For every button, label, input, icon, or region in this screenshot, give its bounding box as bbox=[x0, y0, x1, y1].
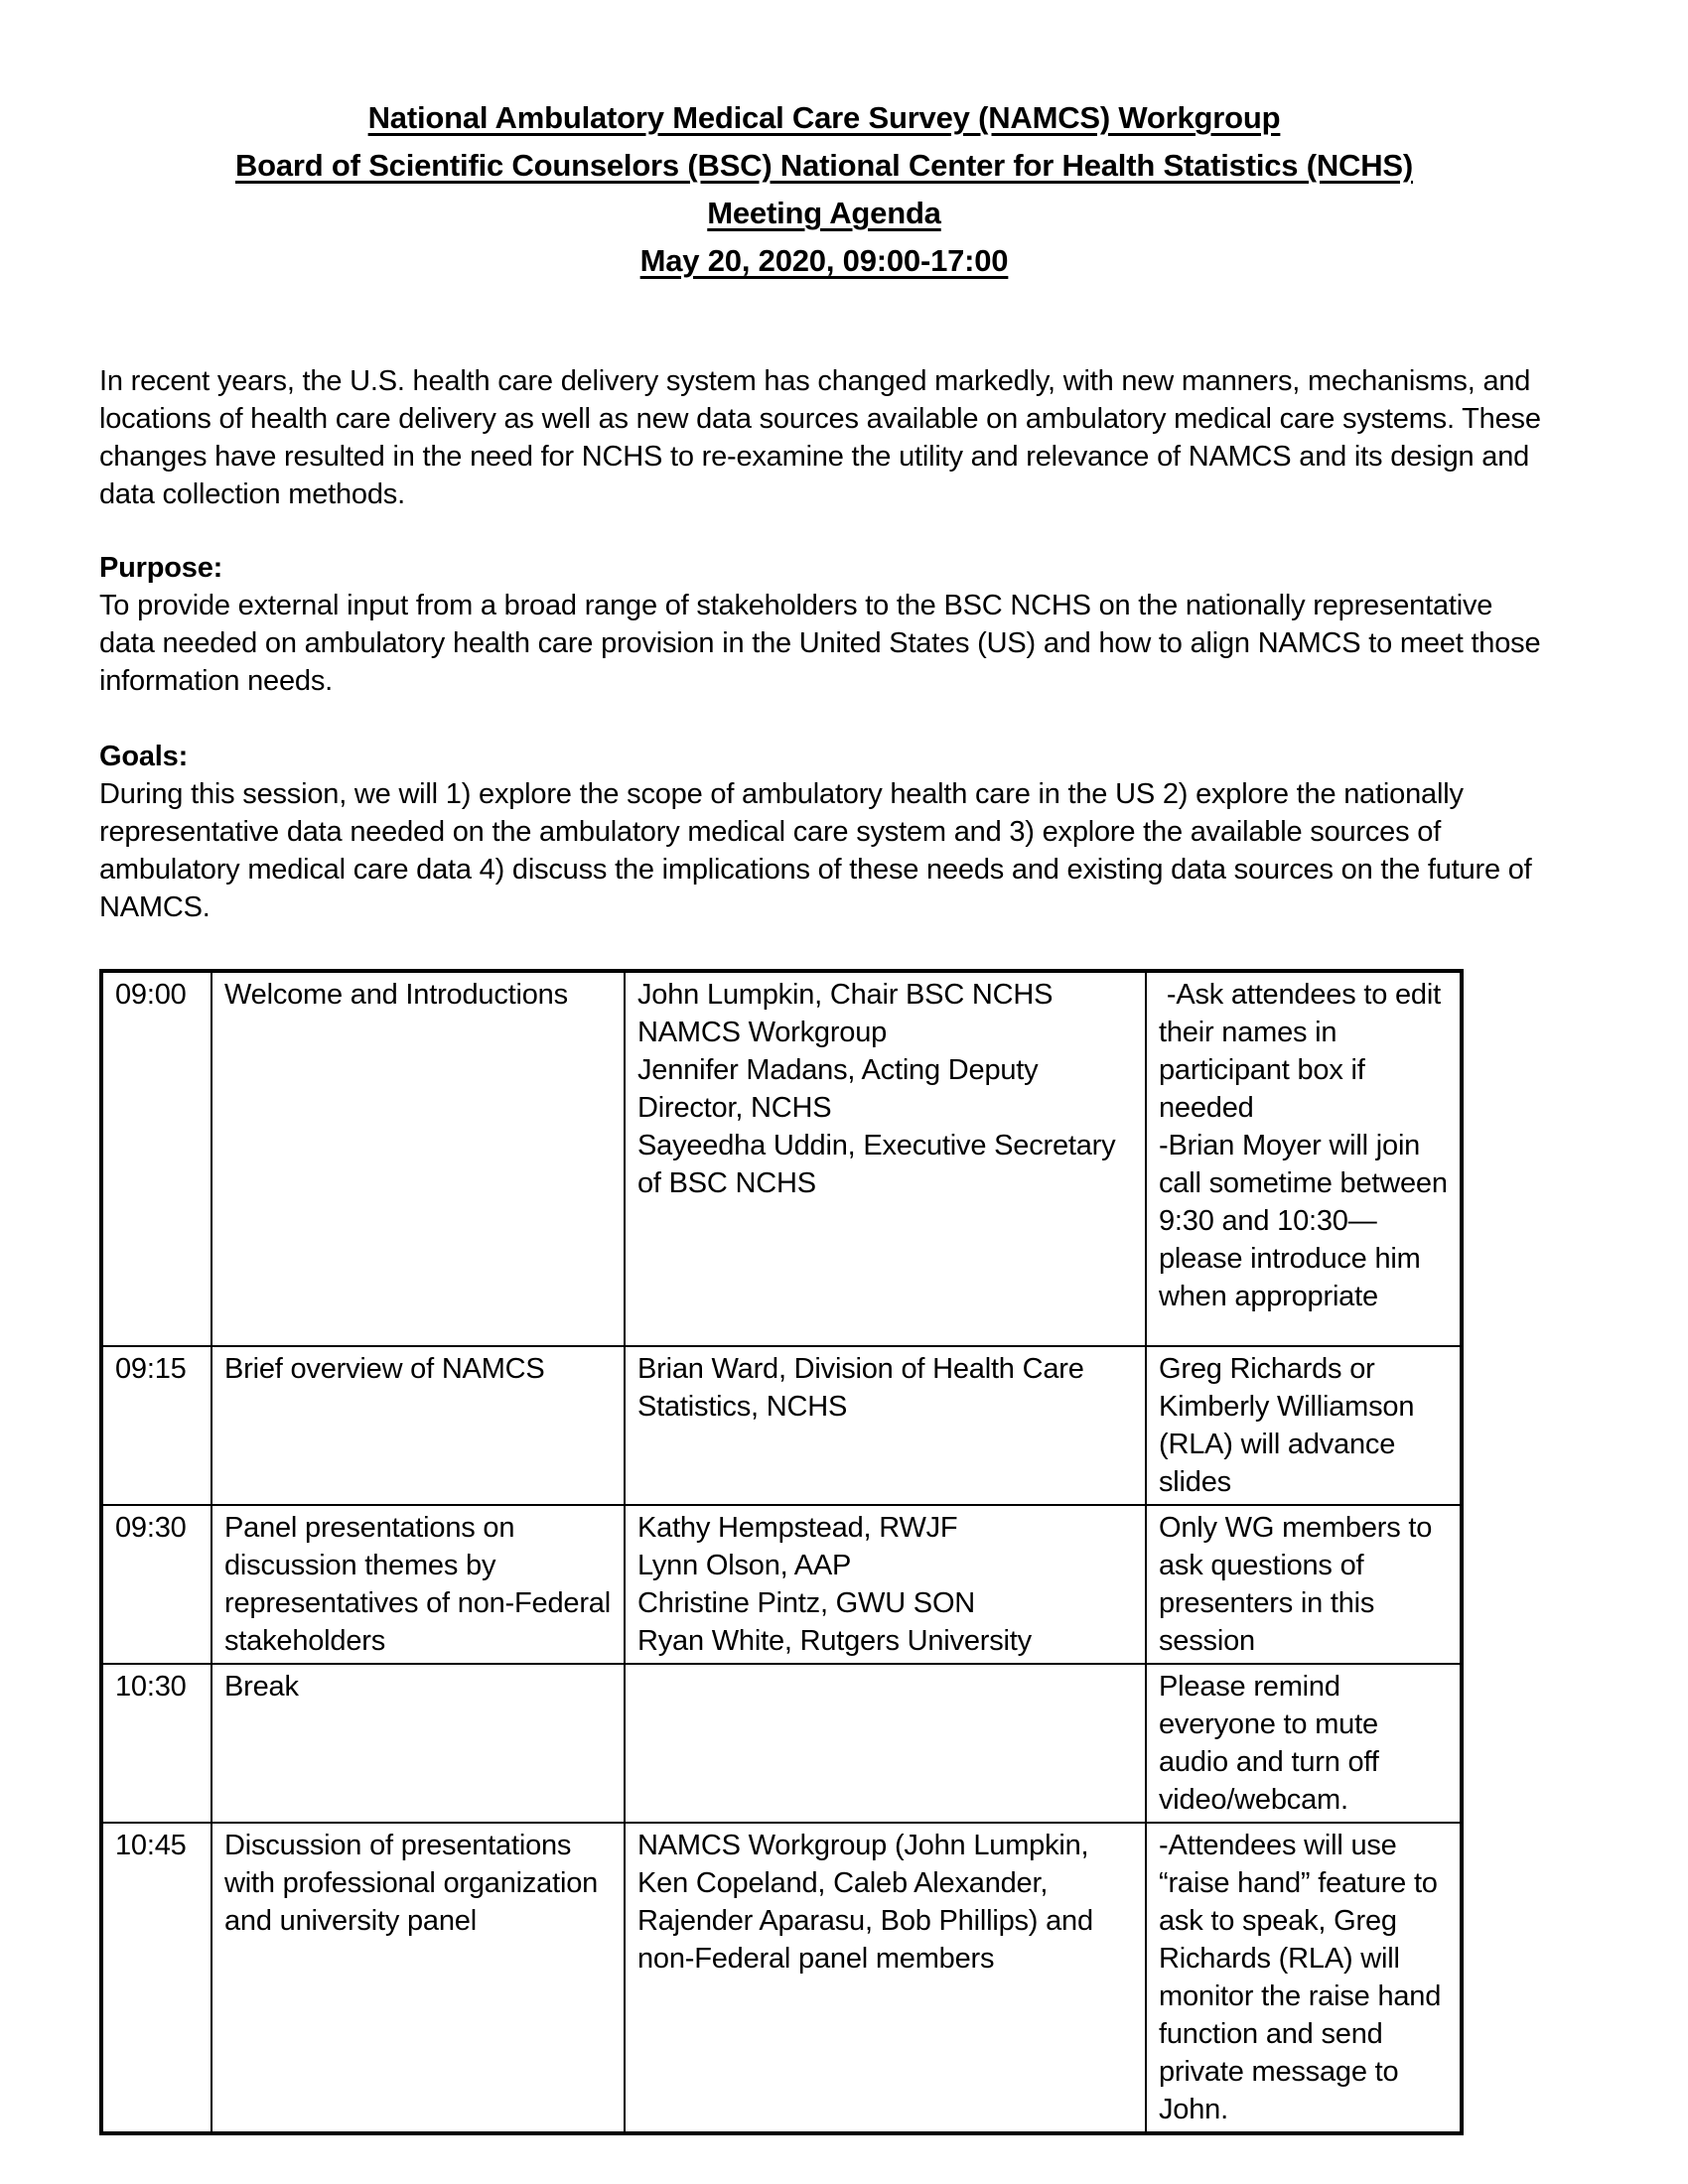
cell-text-line: NAMCS Workgroup (John Lumpkin, Ken Copeland, Caleb Alexander, Rajender Aparasu, Bob Phillips) and non-Federal panel members bbox=[637, 1830, 1101, 1975]
agenda-time: 10:45 bbox=[101, 1823, 211, 2133]
agenda-notes bbox=[1146, 1664, 1462, 1823]
agenda-row-0900 bbox=[101, 971, 1462, 1346]
intro-paragraph: In recent years, the U.S. health care delivery system has changed markedly, with new manners, mechanisms, and locations of health care delivery as well as new data sources available on ambulatory medical care systems. These changes have resulted in the need for NCHS to re-examine the utility and relevance of NAMCS and its design and data collection methods. bbox=[99, 365, 1541, 510]
agenda-row-1030 bbox=[101, 1664, 1462, 1823]
purpose-heading: Purpose: bbox=[99, 552, 223, 584]
goals-body: During this session, we will 1) explore the scope of ambulatory health care in the US 2) explore the nationally representative data needed on the ambulatory medical care system and 3) explore the available sources of ambulatory medical care data 4) discuss the implications of these needs and existing data sources on the future of NAMCS. bbox=[99, 778, 1532, 923]
agenda-notes bbox=[1146, 971, 1462, 1346]
cell-text-line: Ryan White, Rutgers University bbox=[637, 1625, 1032, 1657]
title-line-survey: National Ambulatory Medical Care Survey (NAMCS) Workgroup bbox=[367, 100, 1281, 135]
agenda-time: 09:00 bbox=[101, 971, 211, 1346]
title-line-meeting-agenda: Meeting Agenda bbox=[707, 196, 941, 230]
cell-text-line: -Attendees will use “raise hand” feature to ask to speak, Greg Richards (RLA) will monitor the raise hand function and send private message to John. bbox=[1159, 1830, 1450, 2125]
cell-text-line: Kathy Hempstead, RWJF bbox=[637, 1512, 958, 1544]
cell-text-line: Only WG members to ask questions of presenters in this session bbox=[1159, 1512, 1441, 1657]
cell-text-line: Christine Pintz, GWU SON bbox=[637, 1587, 976, 1619]
cell-text-line: Greg Richards or Kimberly Williamson (RLA) will advance slides bbox=[1159, 1353, 1423, 1498]
cell-text-line: John Lumpkin, Chair BSC NCHS NAMCS Workgroup bbox=[637, 979, 1061, 1048]
agenda-presenters bbox=[625, 1664, 1146, 1823]
cell-text-line: -Brian Moyer will join call sometime between 9:30 and 10:30—please introduce him when appropriate bbox=[1159, 1130, 1456, 1312]
agenda-row-0930 bbox=[101, 1505, 1462, 1664]
agenda-presenters bbox=[625, 1823, 1146, 2133]
agenda-table bbox=[99, 969, 1464, 2135]
document-title-block bbox=[99, 94, 1549, 285]
title-line-date: May 20, 2020, 09:00-17:00 bbox=[639, 243, 1009, 278]
agenda-topic: Discussion of presentations with professional organization and university panel bbox=[211, 1823, 625, 2133]
agenda-time: 09:30 bbox=[101, 1505, 211, 1664]
agenda-notes bbox=[1146, 1823, 1462, 2133]
agenda-time: 09:15 bbox=[101, 1346, 211, 1505]
agenda-topic: Panel presentations on discussion themes by representatives of non-Federal stakeholders bbox=[211, 1505, 625, 1664]
agenda-presenters bbox=[625, 971, 1146, 1346]
cell-text-line: Jennifer Madans, Acting Deputy Director, NCHS bbox=[637, 1054, 1047, 1124]
agenda-topic: Break bbox=[211, 1664, 625, 1823]
cell-text-line: Lynn Olson, AAP bbox=[637, 1550, 852, 1581]
agenda-time: 10:30 bbox=[101, 1664, 211, 1823]
cell-text-line: Brian Ward, Division of Health Care Statistics, NCHS bbox=[637, 1353, 1092, 1423]
agenda-notes bbox=[1146, 1505, 1462, 1664]
agenda-row-1045 bbox=[101, 1823, 1462, 2133]
agenda-presenters bbox=[625, 1505, 1146, 1664]
agenda-row-0915 bbox=[101, 1346, 1462, 1505]
cell-text-line: -Ask attendees to edit their names in participant box if needed bbox=[1159, 979, 1449, 1124]
agenda-notes bbox=[1146, 1346, 1462, 1505]
purpose-body: To provide external input from a broad range of stakeholders to the BSC NCHS on the nationally representative data needed on ambulatory health care provision in the United States (US) and how to align NAMCS to meet those information needs. bbox=[99, 590, 1541, 697]
cell-text-line: Sayeedha Uddin, Executive Secretary of BSC NCHS bbox=[637, 1130, 1124, 1199]
agenda-presenters bbox=[625, 1346, 1146, 1505]
cell-text-line: Please remind everyone to mute audio and turn off video/webcam. bbox=[1159, 1671, 1387, 1816]
agenda-topic: Welcome and Introductions bbox=[211, 971, 625, 1346]
goals-heading: Goals: bbox=[99, 741, 189, 772]
agenda-topic: Brief overview of NAMCS bbox=[211, 1346, 625, 1505]
title-line-board: Board of Scientific Counselors (BSC) National Center for Health Statistics (NCHS) bbox=[234, 148, 1414, 183]
